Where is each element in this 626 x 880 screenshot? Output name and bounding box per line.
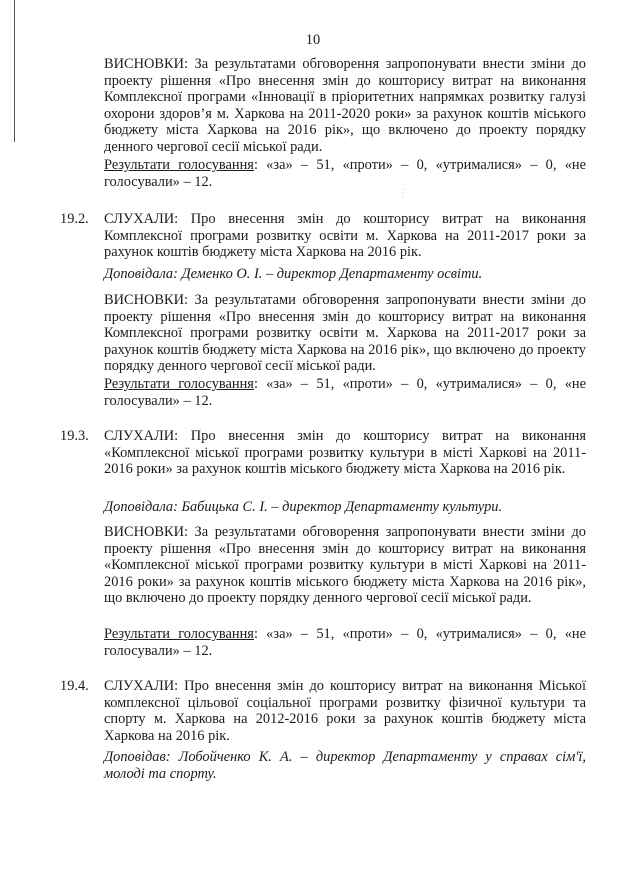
vote-results — [104, 157, 586, 190]
left-margin-line — [14, 0, 15, 142]
speaker-line: Доповідав: Лобойченко К. А. – директор Департаменту у справах сім'ї, молоді та спорту. — [104, 749, 586, 782]
heard-paragraph: СЛУХАЛИ: Про внесення змін до кошторису витрат на виконання Комплексної програми розвитку освіти м. Харкова на 2011-2017 роки за рахунок коштів бюджету міста Харкова на 2016 рік. — [104, 211, 586, 261]
vote-label: Результати голосування — [104, 376, 254, 392]
conclusions-paragraph: ВИСНОВКИ: За результатами обговорення запропонувати внести зміни до проекту рішення «Про внесення змін до кошторису витрат на виконання Комплексної програми розвитку освіти м. Харкова на 2011-2017 роки за рахунок коштів бюджету міста Харкова на 2016 рік», що включено до проекту порядку денного чергової сесії міської ради. — [104, 292, 586, 375]
scan-mark: ⋮ — [398, 188, 408, 199]
page-number: 10 — [305, 32, 321, 48]
conclusions-paragraph: ВИСНОВКИ: За результатами обговорення запропонувати внести зміни до проекту рішення «Про внесення змін до кошторису витрат на виконання «Комплексної міської програми розвитку культури в місті Харкові на 2011-2016 роки» за рахунок коштів міського бюджету міста Харкова на 2016 рік», що включено до проекту порядку денного чергової сесії міської ради. — [104, 524, 586, 607]
vote-text: : «за» – 51, «проти» – 0, «утрималися» – 0, «не голосували» – 12. — [104, 157, 586, 190]
vote-label: Результати голосування — [104, 626, 254, 642]
vote-results — [104, 626, 586, 659]
heard-paragraph: СЛУХАЛИ: Про внесення змін до кошторису витрат на виконання «Комплексної міської програми розвитку культури в місті Харкові на 2011-2016 роки» за рахунок коштів міського бюджету міста Харкова на 2016 рік. — [104, 428, 586, 478]
vote-label: Результати голосування — [104, 157, 254, 173]
heard-paragraph: СЛУХАЛИ: Про внесення змін до кошторису витрат на виконання Міської комплексної цільової соціальної програми розвитку фізичної культури та спорту м. Харкова на 2012-2016 роки за рахунок коштів бюджету міста Харкова на 2016 рік. — [104, 678, 586, 744]
item-number: 19.3. — [60, 428, 89, 444]
vote-text: : «за» – 51, «проти» – 0, «утрималися» – 0, «не голосували» – 12. — [104, 376, 586, 409]
item-number: 19.2. — [60, 211, 89, 227]
speaker-line: Доповідала: Деменко О. І. – директор Департаменту освіти. — [104, 266, 483, 282]
item-number: 19.4. — [60, 678, 89, 694]
vote-text: : «за» – 51, «проти» – 0, «утрималися» – 0, «не голосували» – 12. — [104, 626, 586, 659]
speaker-line: Доповідала: Бабицька С. І. – директор Департаменту культури. — [104, 499, 503, 515]
vote-results — [104, 376, 586, 409]
conclusions-paragraph: ВИСНОВКИ: За результатами обговорення запропонувати внести зміни до проекту рішення «Про внесення змін до кошторису витрат на виконання Комплексної програми «Інновації в пріоритетних напрямках розвитку галузі охорони здоров’я м. Харкова на 2011-2020 роки» за рахунок коштів міського бюджету міста Харкова на 2016 рік», що включено до проекту порядку денного чергової сесії міської ради. — [104, 56, 586, 155]
